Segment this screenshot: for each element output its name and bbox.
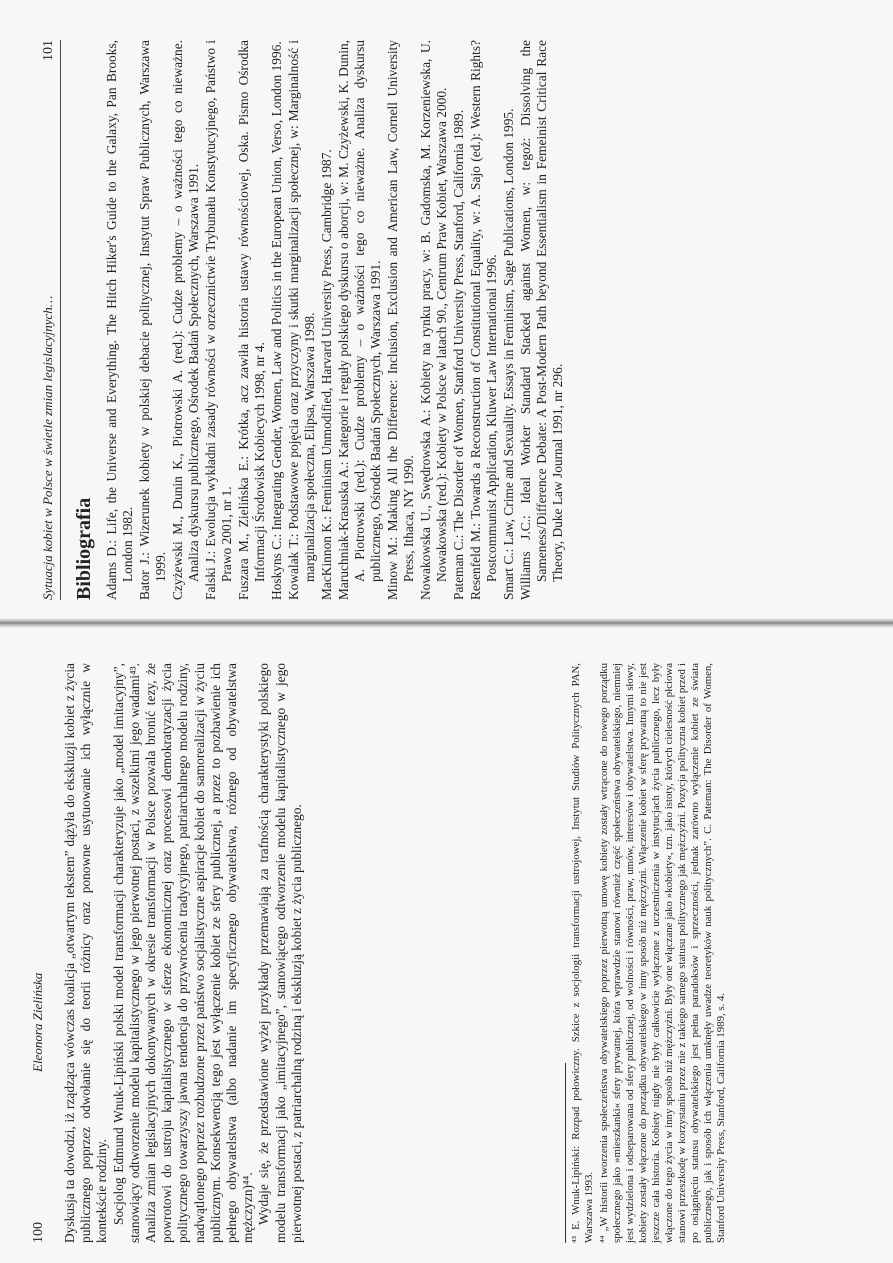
section-heading: Bibliografia xyxy=(73,497,95,600)
running-head-author: Eleonora Zielińska xyxy=(30,972,45,1072)
bibliography-entry: Resenfeld M.: Towards a Reconstruction of Constitutional Equality, w: A. Sajo (ed.): Western Rights? Postcommunist Application, Kluwer Law International 1996. xyxy=(468,40,499,600)
bibliography-entry: Williams J.C.: Ideal Worker Standard Stacked against Women, w: tegoż: Dissolving the Sameness/Difference Debate: A Post-Modern Path beyond Essentialism in Femeinist Critical Race Theory, Duke Law Journal 1991, nr 296. xyxy=(518,40,565,600)
bibliography-entry: Adams D.: Life, the Universe and Everything. The Hitch Hiker's Guide to the Galaxy, Pan Brooks, London 1982. xyxy=(104,40,135,600)
bibliography-entry: Falski J.: Ewolucja wykładni zasady równości w orzecznictwie Trybunału Konstytucyjnego, Państwo i Prawo 2001, nr 1. xyxy=(203,40,234,600)
bibliography-entry: Hoskyns C.: Integrating Gender, Women, Law and Politics in the European Union, Verso, London 1996. xyxy=(269,41,284,600)
running-head xyxy=(40,40,61,600)
bibliography-entry: Bator J.: Wizerunek kobiety w polskiej debacie politycznej, Instytut Spraw Publicznych, Warszawa 1999. xyxy=(137,40,168,600)
right-page xyxy=(40,40,870,600)
footnote: ⁴⁴ „W historii tworzenia społeczeństwa obywatelskiego poprzez pierwotną umowę kobiety zostały wtrącone do nowego porządku społecznego jako »mieszkanki« sfery prywatnej, która wprawdzie stanowi również część społeczeństwa obywatelskiego, niemniej jest wydzielona i odseparowana od sfery publicznej, od wolności i równości, praw, umów, interesów i obywatelstwa. Innymi słowy, kobiety zostały włączone do porządku obywatelskiego w inny sposób niż mężczyźni. Włączenie kobiet w sferę prywatną to nie jest jeszcze cała historia. Kobiety nigdy nie były całkowicie wyłączone z uczestniczenia w instytucjach życia publicznego, lecz były włączone do tego życia w inny sposób niż mężczyźni. Były one włączane jako »kobiety«, tzn. jako istoty, których cielesność płciowa stanowi przeszkodę w korzystaniu przez nie z takiego samego statusu politycznego jak mężczyźni. Pozycja polityczna kobiet przed i po osiągnięciu statusu obywatelskiego jest pełna paradoksów i sprzeczności, jednak zarówno wyłączenie kobiet ze świata publicznego, jak i sposób ich włączenia umknęły uwadze teoretyków nauk politycznych”. C. Pateman: The Disorder of Women, Stanford University Press, Stanford, California 1989, s. 4. xyxy=(598,663,728,1243)
body-text xyxy=(62,663,305,1243)
bibliography-entry: Pateman C.: The Disorder of Women, Stanford University Press, Stanford, California 1989. xyxy=(451,109,466,600)
bibliography-entry: Nowakowska U., Swędrowska A.: Kobiety na rynku pracy, w: B. Gadomska, M. Korzeniewska, U. Nowakowska (red.): Kobiety w Polsce w latach 90., Centrum Praw Kobiet, Warszawa 2000. xyxy=(418,40,449,600)
bibliography-entry: Maruchniak-Krasuska A.: Kategorie i reguły polskiego dyskursu o aborcji, w: M. Czyżewski, K. Dunin, A. Piotrowski (red.): Cudze problemy – o ważności tego co nieważne. Analiza dyskursu publicznego, Ośrodek Badań Społecznych, Warszawa 1991. xyxy=(336,40,383,600)
paragraph: Dyskusja ta dowodzi, iż rządząca wówczas koalicja „otwartym tekstem” dążyła do ekskluzji kobiet z życia publicznego poprzez odwołanie się do teorii różnicy oraz ponowne usytuowanie ich wyłącznie w kontekście rodziny. xyxy=(62,663,110,1243)
running-head xyxy=(30,663,50,1243)
bibliography-entry: Minow M.: Making All the Difference: Inclusion, Exclusion and American Law, Cornell University Press, Ithaca, NY 1990. xyxy=(385,40,416,600)
bibliography-entry: Czyżewski M., Dunin K., Piotrowski A. (red.): Cudze problemy – o ważności tego co nieważne. Analiza dyskursu publicznego, Ośrodek Badań Społecznych, Warszawa 1991. xyxy=(170,40,201,600)
page-gutter xyxy=(0,618,893,628)
page-number: 100 xyxy=(31,1222,46,1243)
paragraph: Socjolog Edmund Wnuk-Lipiński polski model transformacji charakteryzuje jako „model imitacyjny”, stanowiący odtworzenie modelu kapitalistycznego w jego pierwotnej postaci, z wszelkimi jego wadami⁴³. Analiza zmian legislacyjnych dokonywanych w okresie transformacji w Polsce pozwala bronić tezy, że powrotowi do ustroju kapitalistycznego w sferze ekonomicznej oraz procesowi demokratyzacji życia politycznego towarzyszy jawna tendencja do przywrócenia tradycyjnego, patriarchalnego modelu rodziny, nadwątlonego poprzez rozbudzone przez państwo socjalistyczne aspiracje kobiet do samorealizacji w życiu publicznym. Konsekwencją tego jest wyłączenie kobiet ze sfery publicznej, a przez to pozbawienie ich pełnego obywatelstwa (albo nadanie im specyficznego obywatelstwa, różnego od obywatelstwa mężczyzn)⁴⁴. xyxy=(110,663,256,1243)
bibliography-entry: Smart C.: Law, Crime and Sexuality. Essays in Feminism, Sage Publications, London 1995. xyxy=(501,108,516,600)
footnote-rule xyxy=(565,1063,566,1243)
paragraph: Wydaje się, że przedstawione wyżej przykłady przemawiają za trafnością charakterystyki polskiego modelu transformacji jako „imitacyjnego”, stanowiącego odtworzenie modelu kapitalistycznego w jego pierwotnej postaci, z patriarchalną rodziną i ekskluzją kobiet z życia publicznego. xyxy=(256,663,304,1243)
bibliography-entry: MacKinnon K.: Feminism Unmodified, Harvard University Press, Cambridge 1987. xyxy=(319,149,334,600)
bibliography-list xyxy=(104,40,566,600)
left-page xyxy=(30,663,860,1243)
bibliography-entry: Fuszara M., Zielińska E.: Krótka, acz zawiła historia ustawy równościowej, Oska. Pismo Ośrodka Informacji Środowisk Kobiecych 1998, nr 4. xyxy=(236,40,267,600)
footnote: ⁴³ E. Wnuk-Lipiński: Rozpad połowiczny. Szkice z socjologii transformacji ustrojowej, Instytut Studiów Politycznych PAN, Warszawa 1993. xyxy=(570,663,596,1243)
running-head-title: Sytuacja kobiet w Polsce w świetle zmian legislacyjnych… xyxy=(40,295,55,600)
page-number: 101 xyxy=(41,40,56,61)
bibliography-entry: Kowalak T.: Podstawowe pojęcia oraz przyczyny i skutki marginalizacji społecznej, w: Marginalność i marginalizacja społeczna, Elipsa, Warszawa 1998. xyxy=(286,40,317,600)
